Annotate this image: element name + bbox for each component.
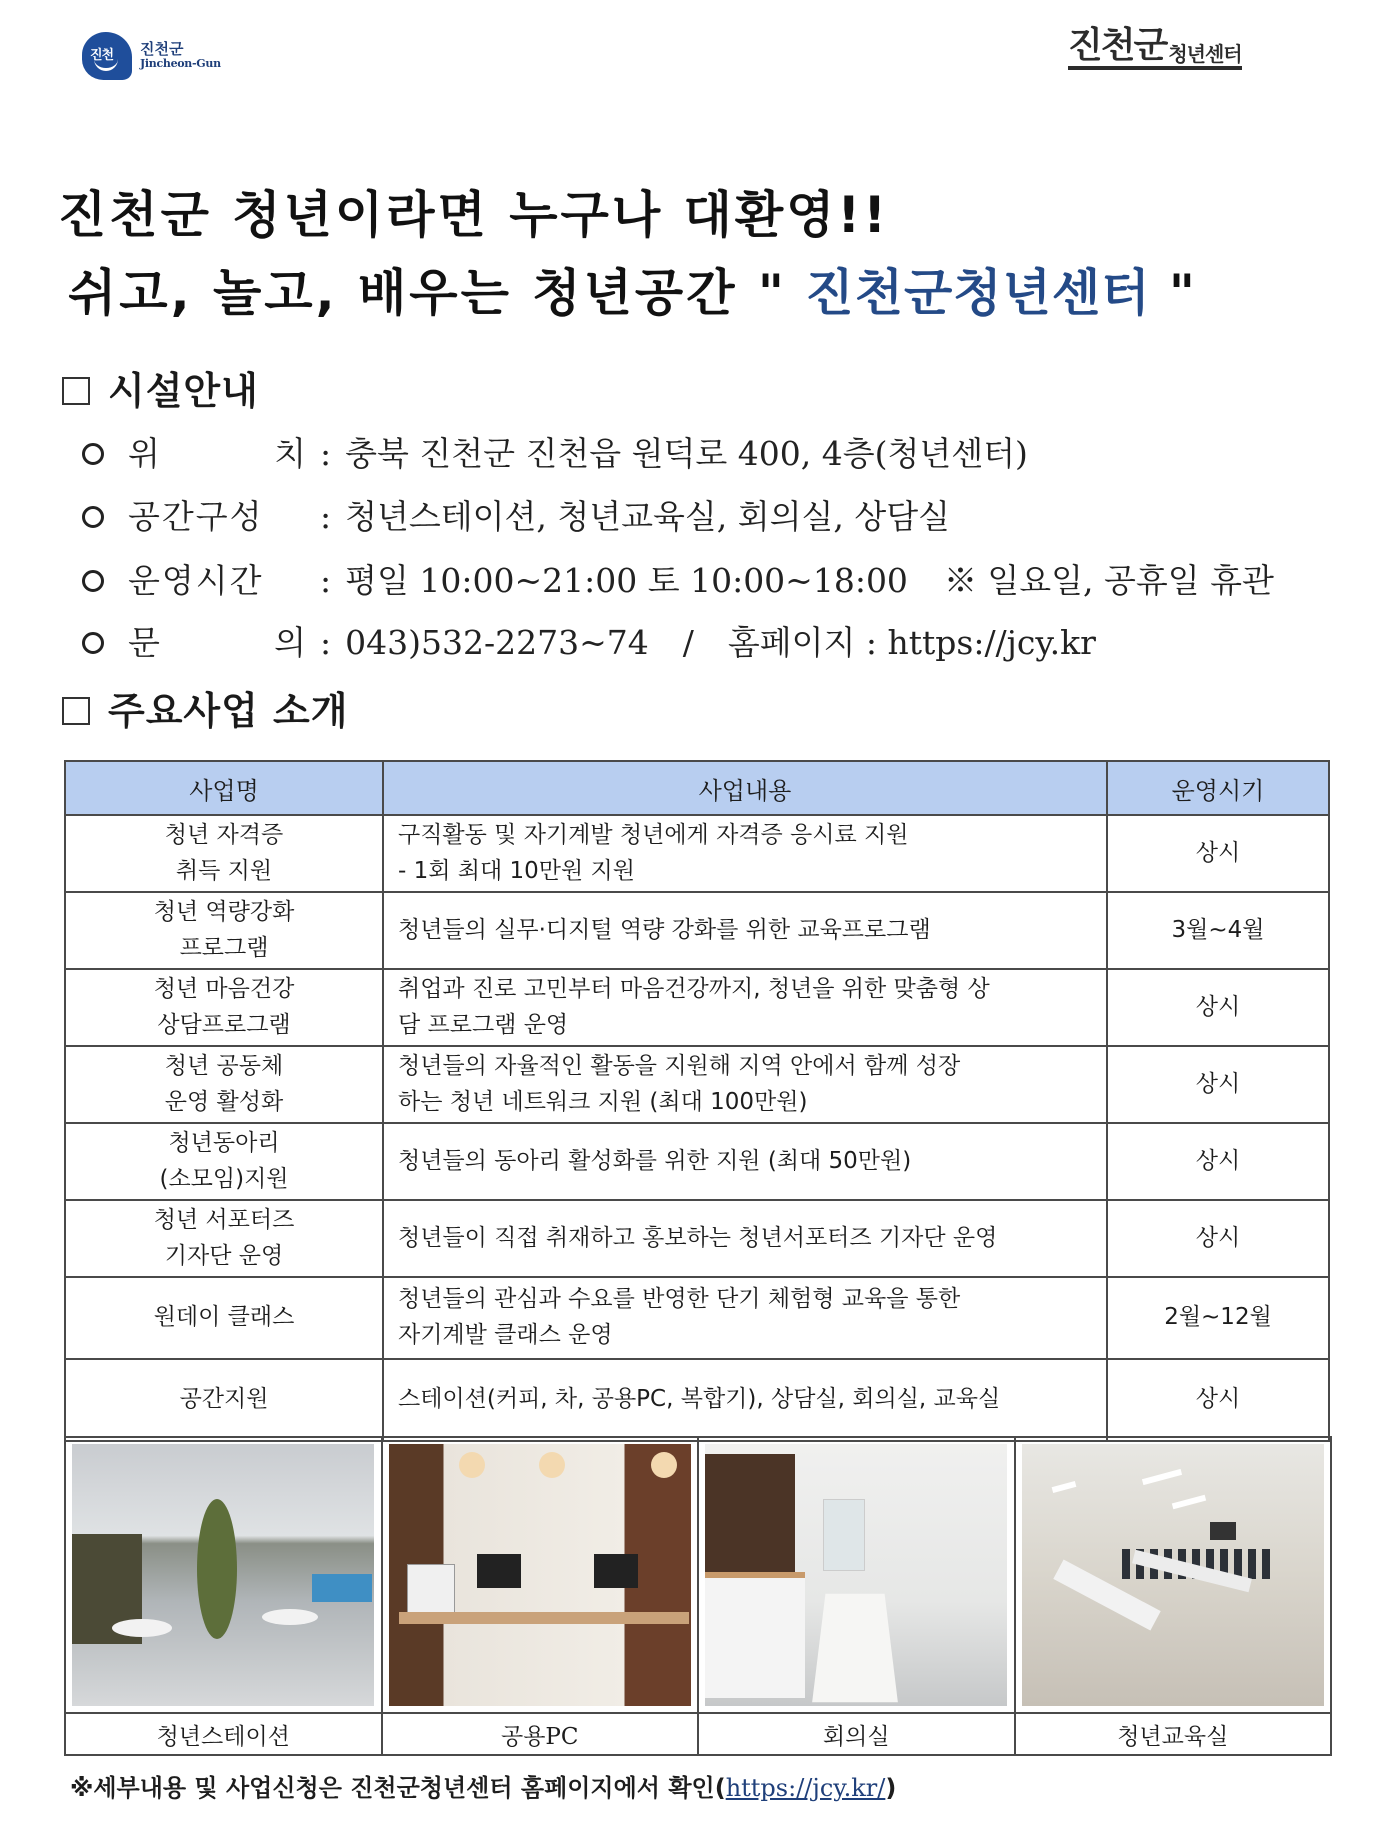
emblem-smile xyxy=(94,58,118,71)
col-program-period: 운영시기 xyxy=(1107,761,1329,815)
section-facility-title xyxy=(62,369,259,413)
table-row: 청년동아리 (소모임)지원 청년들의 동아리 활성화를 위한 지원 (최대 50만원) 상시 xyxy=(65,1123,1329,1200)
headline-line-1: 진천군 청년이라면 누구나 대환영!! xyxy=(58,186,890,244)
emblem-text: 진천 xyxy=(90,48,114,63)
youth-center-logo xyxy=(1068,25,1242,70)
photo-meeting-room xyxy=(705,1444,1007,1706)
info-row-hours: 운영시간 : 평일 10:00~21:00 토 10:00~18:00 ※ 일요일, 공휴일 휴관 xyxy=(82,564,1274,597)
photo-caption: 회의실 xyxy=(698,1713,1015,1755)
table-row: 청년 자격증 취득 지원 구직활동 및 자기계발 청년에게 자격증 응시료 지원 - 1회 최대 10만원 지원 상시 xyxy=(65,815,1329,892)
info-key: 문 의 xyxy=(128,623,308,662)
circle-bullet-icon xyxy=(82,506,104,528)
programs-table xyxy=(64,760,1330,1442)
section-programs-label: 주요사업 소개 xyxy=(108,689,349,733)
square-bullet-icon xyxy=(62,377,90,405)
logo-name-korean: 진천군 xyxy=(140,40,184,59)
quote-close: " xyxy=(1168,264,1198,322)
square-bullet-icon xyxy=(62,697,90,725)
col-program-content: 사업내용 xyxy=(383,761,1107,815)
photo-youth-station xyxy=(72,1444,374,1706)
circle-bullet-icon xyxy=(82,443,104,465)
table-header-row xyxy=(65,761,1329,815)
info-row-location: 위 치 : 충북 진천군 진천읍 원덕로 400, 4층(청년센터) xyxy=(82,437,1028,470)
jincheon-gun-logo xyxy=(82,32,221,80)
info-key: 운영시간 xyxy=(128,561,264,600)
col-program-name: 사업명 xyxy=(65,761,383,815)
jincheon-emblem-icon xyxy=(82,32,132,80)
table-row: 원데이 클래스 청년들의 관심과 수요를 반영한 단기 체험형 교육을 통한 자기계발 클래스 운영 2월~12월 xyxy=(65,1277,1329,1359)
info-key: 위 치 xyxy=(128,434,308,473)
info-row-contact: 문 의 : 043)532-2273~74 / 홈페이지 : https://jcy.kr xyxy=(82,626,1096,659)
info-value: 충북 진천군 진천읍 원덕로 400, 4층(청년센터) xyxy=(345,434,1028,473)
info-value: 청년스테이션, 청년교육실, 회의실, 상담실 xyxy=(345,497,950,536)
photo-caption: 공용PC xyxy=(382,1713,699,1755)
homepage-link[interactable]: 홈페이지 : https://jcy.kr xyxy=(727,623,1096,662)
section-programs-title xyxy=(62,689,349,733)
section-facility-label: 시설안내 xyxy=(108,369,259,413)
quote-open: " xyxy=(757,264,787,322)
headline-accent: 진천군청년센터 xyxy=(786,264,1169,322)
footer-homepage-link[interactable]: https://jcy.kr/ xyxy=(725,1774,886,1802)
table-row: 청년 서포터즈 기자단 운영 청년들이 직접 취재하고 홍보하는 청년서포터즈 기자단 운영 상시 xyxy=(65,1200,1329,1277)
headline-line-2-prefix: 쉬고, 놀고, 배우는 청년공간 xyxy=(68,264,758,322)
closed-note: ※ 일요일, 공휴일 휴관 xyxy=(943,561,1274,600)
photo-caption: 청년스테이션 xyxy=(65,1713,382,1755)
info-key: 공간구성 xyxy=(128,497,264,536)
photo-gallery xyxy=(64,1436,1332,1756)
photo-public-pc xyxy=(389,1444,691,1706)
table-row: 공간지원 스테이션(커피, 차, 공용PC, 복합기), 상담실, 회의실, 교육실 상시 xyxy=(65,1359,1329,1441)
table-row: 청년 역량강화 프로그램 청년들의 실무·디지털 역량 강화를 위한 교육프로그램 3월~4월 xyxy=(65,892,1329,969)
youth-center-logo-big: 진천군 xyxy=(1068,25,1167,66)
photo-education-room xyxy=(1022,1444,1324,1706)
circle-bullet-icon xyxy=(82,570,104,592)
footer-note: ※세부내용 및 사업신청은 진천군청년센터 홈페이지에서 확인(https://jcy.kr/) xyxy=(70,1774,897,1802)
headline-line-2 xyxy=(68,264,1198,322)
circle-bullet-icon xyxy=(82,632,104,654)
logo-name-english: Jincheon-Gun xyxy=(140,57,221,71)
info-value: 평일 10:00~21:00 토 10:00~18:00 xyxy=(345,561,908,600)
info-row-spaces: 공간구성 : 청년스테이션, 청년교육실, 회의실, 상담실 xyxy=(82,500,950,533)
table-row: 청년 공동체 운영 활성화 청년들의 자율적인 활동을 지원해 지역 안에서 함께 성장 하는 청년 네트워크 지원 (최대 100만원) 상시 xyxy=(65,1046,1329,1123)
photo-caption: 청년교육실 xyxy=(1015,1713,1332,1755)
phone-number[interactable]: 043)532-2273~74 xyxy=(345,623,649,662)
youth-center-logo-small: 청년센터 xyxy=(1168,42,1242,66)
table-row: 청년 마음건강 상담프로그램 취업과 진로 고민부터 마음건강까지, 청년을 위한 맞춤형 상 담 프로그램 운영 상시 xyxy=(65,969,1329,1046)
